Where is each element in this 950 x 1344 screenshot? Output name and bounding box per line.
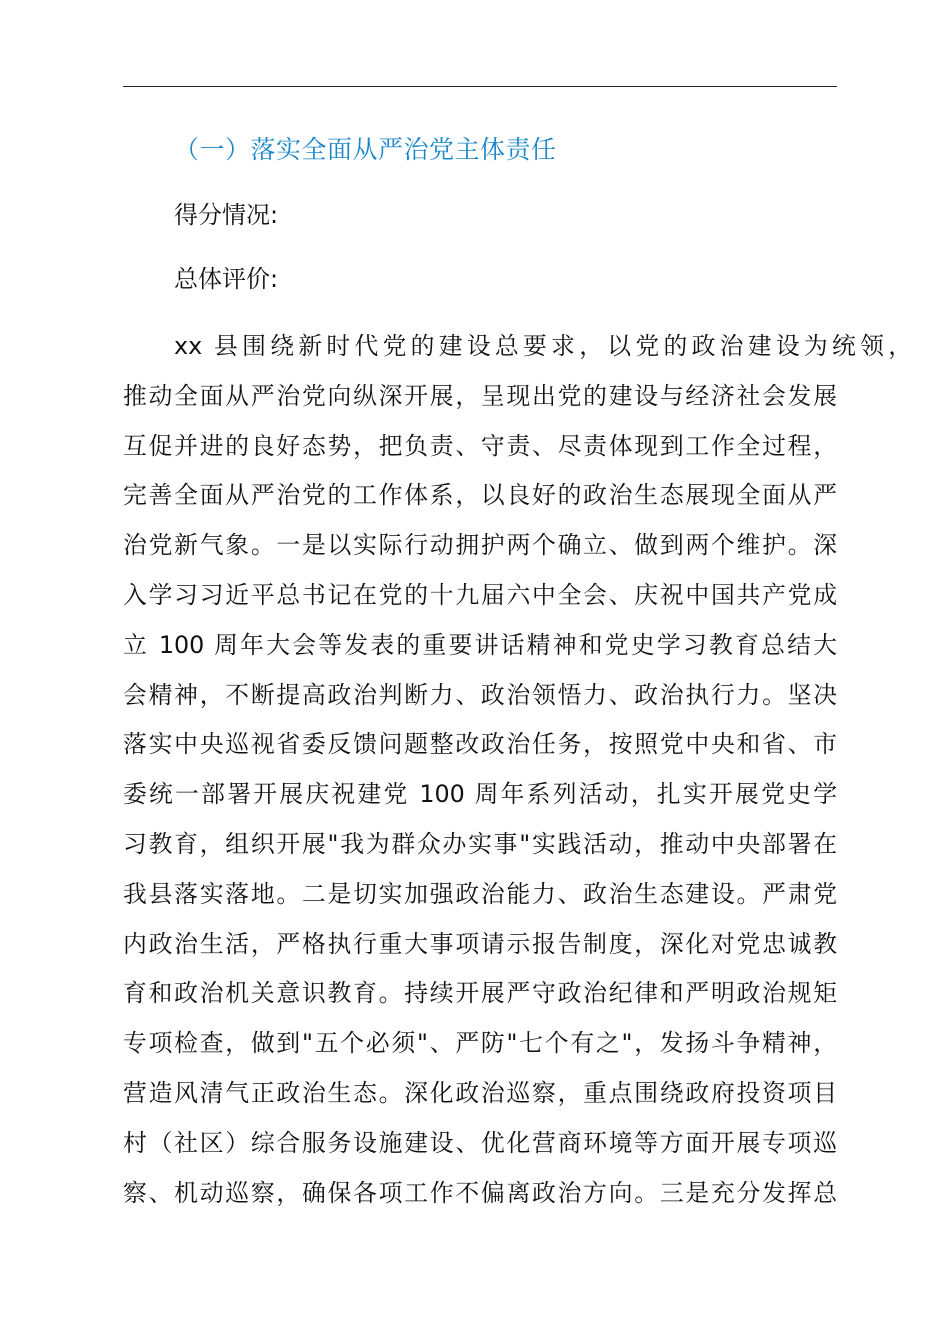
paragraph-line: 内政治生活，严格执行重大事项请示报告制度，深化对党忠诚教 [123, 929, 837, 958]
paragraph-line: 村（社区）综合服务设施建设、优化营商环境等方面开展专项巡 [123, 1128, 837, 1157]
paragraph-line: 完善全面从严治党的工作体系，以良好的政治生态展现全面从严 [123, 481, 837, 510]
header-rule [123, 86, 837, 87]
paragraph-line: 立 100 周年大会等发表的重要讲话精神和党史学习教育总结大 [123, 630, 837, 659]
paragraph-line: 我县落实落地。二是切实加强政治能力、政治生态建设。严肃党 [123, 879, 837, 908]
paragraph-line: 育和政治机关意识教育。持续开展严守政治纪律和严明政治规矩 [123, 979, 837, 1008]
paragraph-line: 互促并进的良好态势，把负责、守责、尽责体现到工作全过程， [123, 431, 837, 460]
paragraph-line: 推动全面从严治党向纵深开展，呈现出党的建设与经济社会发展 [123, 381, 837, 410]
score-label: 得分情况: [174, 201, 279, 229]
paragraph-line: 专项检查，做到"五个必须"、严防"七个有之"，发扬斗争精神， [123, 1029, 837, 1058]
paragraph-line: 察、机动巡察，确保各项工作不偏离政治方向。三是充分发挥总 [123, 1178, 837, 1207]
paragraph-line: xx 县围绕新时代党的建设总要求，以党的政治建设为统领， [174, 332, 912, 360]
paragraph-line: 落实中央巡视省委反馈问题整改政治任务，按照党中央和省、市 [123, 730, 837, 759]
paragraph-line: 治党新气象。一是以实际行动拥护两个确立、做到两个维护。深 [123, 531, 837, 560]
section-heading: （一）落实全面从严治党主体责任 [174, 135, 557, 164]
paragraph-line: 入学习习近平总书记在党的十九届六中全会、庆祝中国共产党成 [123, 580, 837, 609]
paragraph-line: 习教育，组织开展"我为群众办实事"实践活动，推动中央部署在 [123, 829, 837, 858]
body-paragraph [123, 328, 912, 1224]
paragraph-line: 委统一部署开展庆祝建党 100 周年系列活动，扎实开展党史学 [123, 780, 837, 809]
paragraph-line: 会精神，不断提高政治判断力、政治领悟力、政治执行力。坚决 [123, 680, 837, 709]
overall-evaluation-label: 总体评价: [174, 265, 279, 293]
paragraph-line: 营造风清气正政治生态。深化政治巡察，重点围绕政府投资项目 [123, 1078, 837, 1107]
